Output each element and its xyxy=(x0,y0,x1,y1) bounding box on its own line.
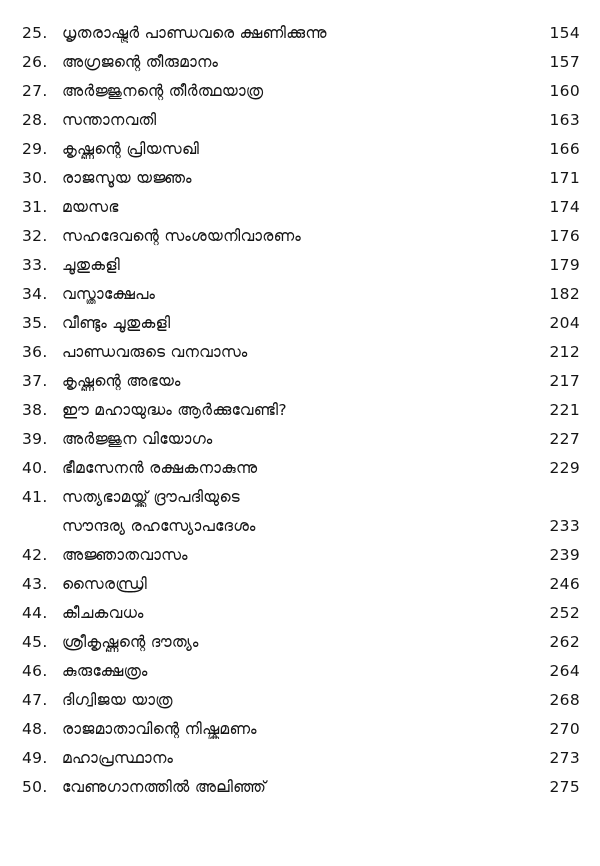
toc-entry xyxy=(22,488,580,546)
chapter-title: കൃഷ്ണന്റെ പ്രിയസഖി xyxy=(62,140,200,158)
chapter-title: അഗ്രജന്റെ തീരുമാനം xyxy=(62,53,219,71)
chapter-number: 42. xyxy=(22,546,48,564)
toc-entry xyxy=(22,285,580,314)
chapter-number: 34. xyxy=(22,285,48,303)
chapter-title: സന്താനവതി xyxy=(62,111,157,129)
toc-entry xyxy=(22,82,580,111)
toc-entry xyxy=(22,140,580,169)
page-number: 179 xyxy=(549,256,580,274)
chapter-title: വീണ്ടും ചൂതുകളി xyxy=(62,314,171,332)
page-number: 268 xyxy=(549,691,580,709)
toc-entry xyxy=(22,169,580,198)
chapter-number: 30. xyxy=(22,169,48,187)
toc-entry xyxy=(22,546,580,575)
toc-entry xyxy=(22,314,580,343)
chapter-number: 36. xyxy=(22,343,48,361)
toc-entry xyxy=(22,662,580,691)
chapter-title: ദിഗ്വിജയ യാത്ര xyxy=(62,691,173,709)
page-number: 273 xyxy=(549,749,580,767)
chapter-title: ഈ മഹായുദ്ധം ആർക്കുവേണ്ടി? xyxy=(62,401,287,419)
chapter-number: 33. xyxy=(22,256,48,274)
toc-entry xyxy=(22,401,580,430)
chapter-number: 49. xyxy=(22,749,48,767)
toc-entry xyxy=(22,720,580,749)
page-number: 227 xyxy=(549,430,580,448)
toc-entry xyxy=(22,256,580,285)
chapter-number: 37. xyxy=(22,372,48,390)
toc-entry xyxy=(22,749,580,778)
page-number: 204 xyxy=(549,314,580,332)
chapter-number: 32. xyxy=(22,227,48,245)
toc-entry xyxy=(22,575,580,604)
chapter-number: 50. xyxy=(22,778,48,796)
chapter-number: 47. xyxy=(22,691,48,709)
chapter-title: മഹാപ്രസ്ഥാനം xyxy=(62,749,174,767)
chapter-number: 38. xyxy=(22,401,48,419)
chapter-number: 28. xyxy=(22,111,48,129)
chapter-number: 25. xyxy=(22,24,48,42)
chapter-number: 39. xyxy=(22,430,48,448)
page-number: 154 xyxy=(549,24,580,42)
page-number: 157 xyxy=(549,53,580,71)
chapter-number: 27. xyxy=(22,82,48,100)
chapter-number: 31. xyxy=(22,198,48,216)
chapter-number: 41. xyxy=(22,488,48,506)
page-number: 160 xyxy=(549,82,580,100)
chapter-number: 44. xyxy=(22,604,48,622)
page-number: 270 xyxy=(549,720,580,738)
toc-entry xyxy=(22,227,580,256)
chapter-title: വേണുഗാനത്തിൽ അലിഞ്ഞ് xyxy=(62,778,267,796)
toc-entry xyxy=(22,459,580,488)
page-number: 264 xyxy=(549,662,580,680)
toc-entry xyxy=(22,372,580,401)
page-number: 163 xyxy=(549,111,580,129)
page-number: 212 xyxy=(549,343,580,361)
chapter-title: രാജസൂയ യജ്ഞം xyxy=(62,169,192,187)
page-number: 166 xyxy=(549,140,580,158)
toc-entry xyxy=(22,198,580,227)
page-number: 217 xyxy=(549,372,580,390)
chapter-title: അജ്ഞാതവാസം xyxy=(62,546,188,564)
chapter-title-continued: സൗന്ദര്യ രഹസ്യോപദേശം xyxy=(62,517,256,535)
chapter-title: ഭീമസേനൻ രക്ഷകനാകുന്നു xyxy=(62,459,258,477)
page-number: 233 xyxy=(549,517,580,535)
page-number: 275 xyxy=(549,778,580,796)
toc-entry xyxy=(22,24,580,53)
chapter-title: കൃഷ്ണന്റെ അഭയം xyxy=(62,372,181,390)
toc-entry xyxy=(22,343,580,372)
chapter-number: 46. xyxy=(22,662,48,680)
chapter-number: 29. xyxy=(22,140,48,158)
chapter-number: 45. xyxy=(22,633,48,651)
page-number: 182 xyxy=(549,285,580,303)
chapter-number: 35. xyxy=(22,314,48,332)
page-number: 262 xyxy=(549,633,580,651)
chapter-title: ശ്രീകൃഷ്ണന്റെ ദൗത്യം xyxy=(62,633,199,651)
chapter-number: 26. xyxy=(22,53,48,71)
toc-entry xyxy=(22,430,580,459)
chapter-title: വസ്ത്രാക്ഷേപം xyxy=(62,285,156,303)
toc-entry xyxy=(22,53,580,82)
toc-entry xyxy=(22,604,580,633)
page-number: 221 xyxy=(549,401,580,419)
page-number: 174 xyxy=(549,198,580,216)
chapter-title: ധൃതരാഷ്ട്രർ പാണ്ഡവരെ ക്ഷണിക്കുന്നു xyxy=(62,24,327,42)
chapter-number: 48. xyxy=(22,720,48,738)
chapter-title: സഹദേവന്റെ സംശയനിവാരണം xyxy=(62,227,302,245)
chapter-title: സൈരന്ധ്രി xyxy=(62,575,148,593)
toc-entry xyxy=(22,633,580,662)
chapter-title: കീചകവധം xyxy=(62,604,144,622)
toc-entry xyxy=(22,111,580,140)
toc-entry xyxy=(22,691,580,720)
page-number: 229 xyxy=(549,459,580,477)
chapter-title: സത്യഭാമയ്ക്ക് ദ്രൗപദിയുടെ xyxy=(62,488,240,506)
chapter-number: 40. xyxy=(22,459,48,477)
toc-entry xyxy=(22,778,580,807)
table-of-contents xyxy=(22,24,580,807)
chapter-title: പാണ്ഡവരുടെ വനവാസം xyxy=(62,343,248,361)
chapter-title: രാജമാതാവിന്റെ നിഷ്ക്രമണം xyxy=(62,720,257,738)
chapter-title: അർജ്ജുനന്റെ തീർത്ഥയാത്ര xyxy=(62,82,264,100)
page-number: 252 xyxy=(549,604,580,622)
page-number: 239 xyxy=(549,546,580,564)
chapter-title: ചൂതുകളി xyxy=(62,256,121,274)
page-number: 246 xyxy=(549,575,580,593)
chapter-title: കുരുക്ഷേത്രം xyxy=(62,662,148,680)
page-number: 176 xyxy=(549,227,580,245)
page-number: 171 xyxy=(549,169,580,187)
chapter-number: 43. xyxy=(22,575,48,593)
chapter-title: മയസഭ xyxy=(62,198,119,216)
chapter-title: അർജ്ജുന വിയോഗം xyxy=(62,430,213,448)
